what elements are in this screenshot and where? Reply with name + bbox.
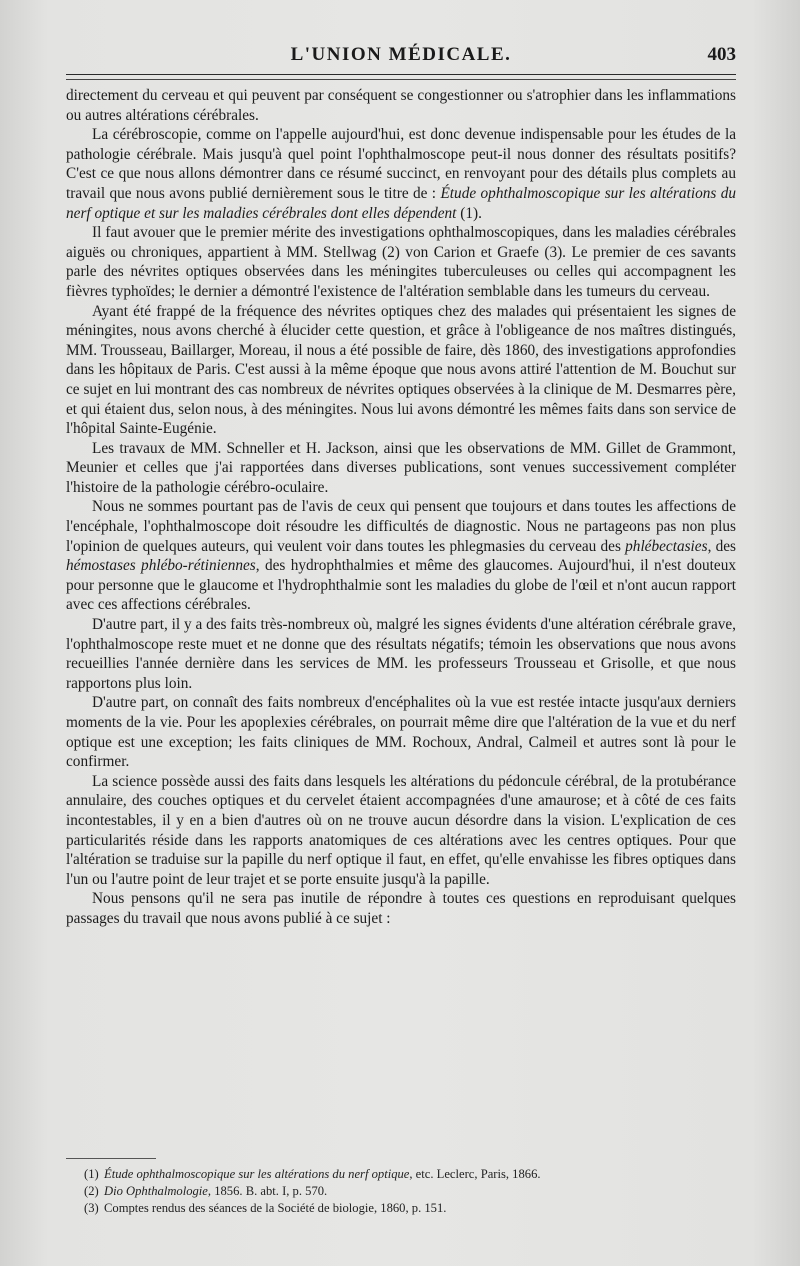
italic-text: phlébectasies bbox=[625, 537, 708, 555]
text-run: , etc. Leclerc, Paris, 1866. bbox=[409, 1167, 541, 1181]
page-header bbox=[66, 44, 736, 68]
article-body bbox=[66, 86, 736, 929]
text-run: D'autre part, on connaît des faits nombreux d'encéphalites où la vue est restée intacte jusqu'aux derniers moments de la vie. Pour les apoplexies cérébrales, on pourrait même dire que l'altération de la vue et du nerf optique est une exception; les faits cliniques de MM. Rochoux, Andral, Calmeil et autres sont là pour le confirmer. bbox=[66, 694, 736, 771]
paragraph bbox=[66, 125, 736, 223]
paragraph bbox=[66, 615, 736, 693]
footnote-number: (1) bbox=[84, 1167, 99, 1181]
page-number: 403 bbox=[707, 44, 736, 65]
text-run: directement du cerveau et qui peuvent par conséquent se congestionner ou s'atrophier dans les inflammations ou autres altérations cérébrales. bbox=[66, 87, 736, 124]
footnote-number: (3) bbox=[84, 1201, 99, 1215]
footnote bbox=[84, 1183, 734, 1200]
text-run: Comptes rendus des séances de la Société de biologie, 1860, p. 151. bbox=[104, 1201, 447, 1215]
footnote-number: (2) bbox=[84, 1184, 99, 1198]
text-run: , 1856. B. abt. I, p. 570. bbox=[207, 1184, 328, 1198]
text-run: La science possède aussi des faits dans lesquels les altérations du pédoncule cérébral, de la protubérance annulaire, des couches optiques et du cervelet étaient accompagnées d'une amaurose; et à côté de ces faits incontestables, il y en a bien d'autres où on ne trouve aucun désordre dans la vision. L'explication de ces particularités réside dans les rapports anatomiques de ces altérations avec les centres optiques. Pour que l'altération se traduise sur la papille du nerf optique il faut, en effet, qu'elle envahisse les fibres optiques dans l'un ou l'autre point de leur trajet et se porte ensuite jusqu'à la papille. bbox=[66, 772, 736, 888]
paragraph bbox=[66, 889, 736, 928]
footnote bbox=[84, 1200, 734, 1217]
paragraph bbox=[66, 439, 736, 498]
text-run: , des bbox=[707, 537, 736, 555]
header-rule bbox=[66, 74, 736, 75]
text-run: Nous pensons qu'il ne sera pas inutile de répondre à toutes ces questions en reproduisant quelques passages du travail que nous avons publié à ce sujet : bbox=[66, 890, 736, 927]
footnote-rule bbox=[66, 1158, 156, 1159]
italic-text: Étude ophthalmoscopique sur les altérations du nerf optique bbox=[104, 1167, 410, 1181]
paragraph bbox=[66, 693, 736, 771]
italic-text: Dio Ophthalmologie bbox=[104, 1184, 208, 1198]
text-run: Les travaux de MM. Schneller et H. Jackson, ainsi que les observations de MM. Gillet de Grammont, Meunier et celles que j'ai rapportées dans diverses publications, sont venues successivement compléter l'histoire de la pathologie cérébro-oculaire. bbox=[66, 439, 736, 496]
paragraph bbox=[66, 223, 736, 301]
italic-text: Étude ophthalmoscopique sur les altérations du nerf optique et sur les maladies cérébrales dont elles dépendent bbox=[66, 184, 736, 222]
text-run: La cérébroscopie, comme on l'appelle aujourd'hui, est donc devenue indispensable pour les études de la pathologie cérébrale. Mais jusqu'à quel point l'ophthalmoscope peut-il nous donner des résultats positifs? C'est ce que nous allons démontrer dans ce résumé succinct, en renvoyant pour des détails plus complets au travail que nous avons publié dernièrement sous le titre de : bbox=[66, 126, 736, 202]
footnotes bbox=[84, 1166, 734, 1217]
paragraph bbox=[66, 86, 736, 125]
italic-text: hémostases phlébo-rétiniennes bbox=[66, 557, 256, 575]
text-run: Ayant été frappé de la fréquence des névrites optiques chez des malades qui présentaient les signes de méningites, nous avons cherché à élucider cette question, et grâce à l'obligeance de nos maîtres distingués, MM. Trousseau, Baillarger, Moreau, il nous a été possible de faire, dès 1860, des investigations approfondies dans les hôpitaux de Paris. C'est aussi à la même époque que nous avons attiré l'attention de M. Bouchut sur ce sujet en lui montrant des cas nombreux de névrites optiques observées à la clinique de M. Desmarres père, et qui étaient dus, selon nous, à des méningites. Nous lui avons démontré les mêmes faits dans son service de l'hôpital Sainte-Eugénie. bbox=[66, 302, 736, 438]
paragraph bbox=[66, 497, 736, 615]
footnote bbox=[84, 1166, 734, 1183]
text-run: (1). bbox=[456, 204, 482, 222]
text-run: , des hydrophthalmies et même des glaucomes. Aujourd'hui, il n'est douteux pour personne que le glaucome et l'hydrophthalmie sont les maladies du globe de l'œil et n'ont aucun rapport avec ces affections cérébrales. bbox=[66, 557, 736, 614]
paragraph bbox=[66, 302, 736, 439]
paragraph bbox=[66, 772, 736, 890]
journal-title: L'UNION MÉDICALE. bbox=[290, 44, 512, 65]
header-rule-secondary bbox=[66, 79, 736, 80]
text-run: D'autre part, il y a des faits très-nombreux où, malgré les signes évidents d'une altération cérébrale grave, l'ophthalmoscope reste muet et ne donne que des résultats négatifs; témoin les observations que nous avons recueillies l'année dernière dans les services de MM. les professeurs Trousseau et Grisolle, et que nous rapportons plus loin. bbox=[66, 616, 736, 692]
text-run: Nous ne sommes pourtant pas de l'avis de ceux qui pensent que toujours et dans toutes les affections de l'encéphale, l'ophthalmoscope doit résoudre les difficultés de diagnostic. Nous ne partageons pas non plus l'opinion de quelques auteurs, qui veulent voir dans toutes les phlegmasies du cerveau des bbox=[66, 498, 736, 555]
text-run: Il faut avouer que le premier mérite des investigations ophthalmoscopiques, dans les maladies cérébrales aiguës ou chroniques, appartient à MM. Stellwag (2) von Carion et Graefe (3). Le premier de ces savants parle des névrites optiques observées dans les méningites tuberculeuses ou celles qui accompagnent les fièvres typhoïdes; le dernier a démontré l'existence de l'altération semblable dans les tumeurs du cerveau. bbox=[66, 224, 736, 300]
